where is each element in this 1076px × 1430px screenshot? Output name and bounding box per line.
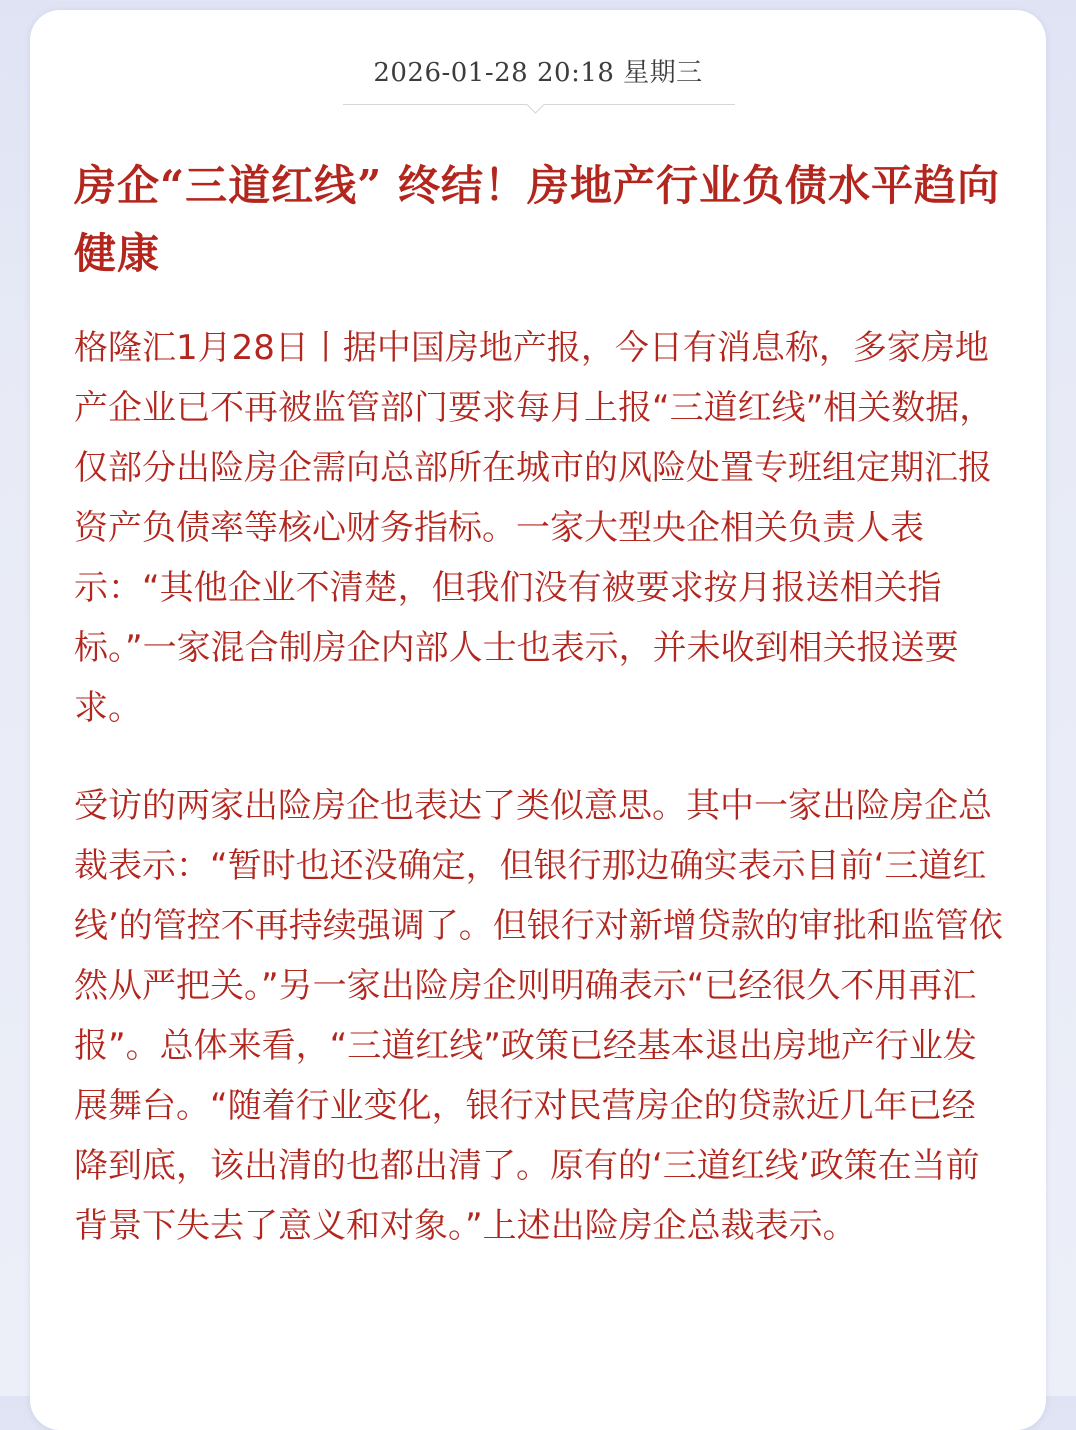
post-datetime: 2026-01-28 20:18 星期三 — [373, 58, 703, 88]
article-headline: 房企“三道红线” 终结！房地产行业负债水平趋向健康 — [74, 161, 1000, 278]
article-paragraph-1: 格隆汇1月28日丨据中国房地产报，今日有消息称，多家房地产企业已不再被监管部门要求每月上报“三道红线”相关数据，仅部分出险房企需向总部所在城市的风险处置专班组定期汇报资产负债率等核心财务指标。一家大型央企相关负责人表示：“其他企业不清楚，但我们没有被要求按月报送相关指标。”一家混合制房企内部人士也表示，并未收到相关报送要求。 — [74, 328, 994, 728]
article-paragraph-2: 受访的两家出险房企也表达了类似意思。其中一家出险房企总裁表示：“暂时也还没确定，但银行那边确实表示目前‘三道红线’的管控不再持续强调了。但银行对新增贷款的审批和监管依然从严把关。”另一家出险房企则明确表示“已经很久不用再汇报”。总体来看，“三道红线”政策已经基本退出房地产行业发展舞台。“随着行业变化，银行对民营房企的贷款近几年已经降到底，该出清的也都出清了。原有的‘三道红线’政策在当前背景下失去了意义和对象。”上述出险房企总裁表示。 — [74, 786, 1003, 1246]
